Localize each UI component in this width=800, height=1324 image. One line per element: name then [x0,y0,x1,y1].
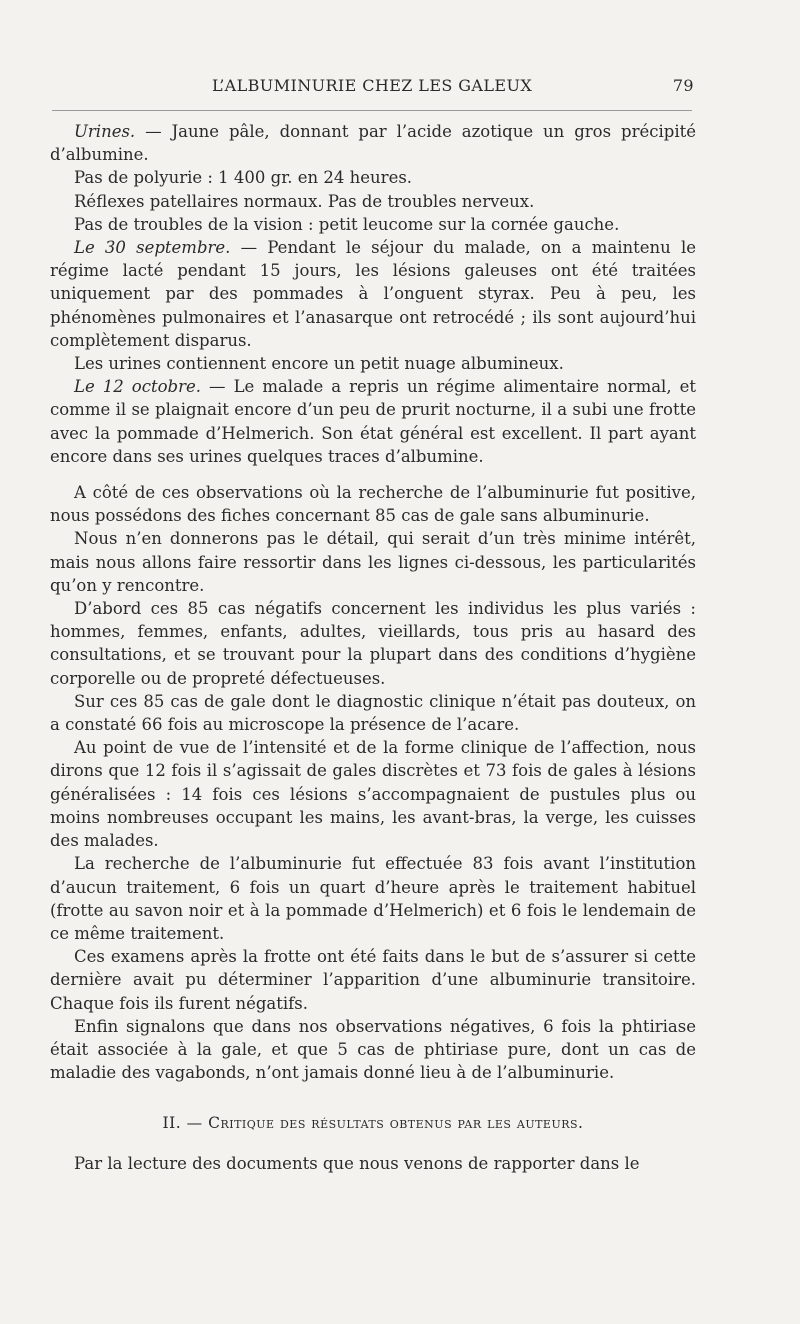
paragraph-gap [50,468,696,481]
section-title: Critique des résultats obtenus par les auteurs. [208,1114,584,1133]
header-rule [52,110,692,111]
page-number: 79 [672,76,694,95]
case-urines-label: Urines. [74,122,136,141]
case-urines [50,120,696,166]
section-numeral: II. [162,1114,182,1133]
paragraph: Au point de vue de l’intensité et de la forme clinique de l’affection, nous dirons que 12 fois il s’agissait de gales discrètes et 73 fois de gales à lésions généralisées : 14 fois ces lésions s’accompagnaient de pustules plus ou moins nombreuses occupant les mains, les avant-bras, la verge, les cuisses des malades. [50,738,696,851]
section-dash: — [186,1114,203,1133]
paragraph: Sur ces 85 cas de gale dont le diagnostic clinique n’était pas douteux, on a constaté 66 fois au microscope la présence de l’acare. [50,691,696,735]
section-heading [50,1112,696,1135]
case-october-label: Le 12 octobre. [74,377,201,397]
case-urines-contiennent: Les urines contiennent encore un petit nuage albumineux. [74,354,564,374]
running-header [52,76,692,98]
paragraph: La recherche de l’albuminurie fut effectuée 83 fois avant l’institution d’aucun traitement, 6 fois un quart d’heure après le traitement habituel (frotte au savon noir et à la pommade d’Helmerich) et 6 fois le lendemain de ce même traitement. [50,854,696,943]
paragraph: Enfin signalons que dans nos observations négatives, 6 fois la phtiriase était associée à la gale, et que 5 cas de phtiriase pure, dont un cas de maladie des vagabonds, n’ont jamais donné lieu à de l’albuminurie. [50,1016,696,1083]
case-september-label: Le 30 septembre. [74,238,231,258]
case-september [50,236,696,352]
case-september-text: — Pendant le séjour du malade, on a maintenu le régime lacté pendant 15 jours, les lésions galeuses ont été traitées uniquement par des pommades à l’onguent styrax. Peu à peu, les phénomènes pulmonaires et l’anasarque ont retrocédé ; ils sont aujourd’hui complètement disparus. [50,238,696,350]
paragraph: Ces examens après la frotte ont été faits dans le but de s’assurer si cette dernière avait pu déterminer l’apparition d’une albuminurie transitoire. Chaque fois ils furent négatifs. [50,947,696,1013]
case-polyurie: Pas de polyurie : 1 400 gr. en 24 heures. [74,168,413,188]
header-title: L’ALBUMINURIE CHEZ LES GALEUX [212,76,533,95]
case-october-text: — Le malade a repris un régime alimentaire normal, et comme il se plaignait encore d’un peu de prurit nocturne, il a subi une frotte avec la pommade d’Helmerich. Son état général est excellent. Il part ayant encore dans ses urines quelques traces d’albumine. [50,377,697,466]
last-line: Par la lecture des documents que nous venons de rapporter dans le [74,1153,640,1173]
case-urines-text: — Jaune pâle, donnant par l’acide azotique un gros précipité d’albumine. [50,122,696,165]
case-vision: Pas de troubles de la vision : petit leucome sur la cornée gauche. [74,214,620,234]
case-october [50,375,696,468]
paragraph: D’abord ces 85 cas négatifs concernent les individus les plus variés : hommes, femmes, enfants, adultes, vieillards, tous pris au hasard des consultations, et se trouvant pour la plupart dans des conditions d’hygiène corporelle ou de propreté défectueuses. [50,599,696,688]
paragraph: Nous n’en donnerons pas le détail, qui serait d’un très minime intérêt, mais nous allons faire ressortir dans les lignes ci-dessous, les particularités qu’on y rencontre. [50,529,696,595]
case-reflexes: Réflexes patellaires normaux. Pas de troubles nerveux. [74,191,535,211]
page-body [50,120,696,1175]
paragraph: A côté de ces observations où la recherche de l’albuminurie fut positive, nous possédons des fiches concernant 85 cas de gale sans albuminurie. [50,483,696,526]
